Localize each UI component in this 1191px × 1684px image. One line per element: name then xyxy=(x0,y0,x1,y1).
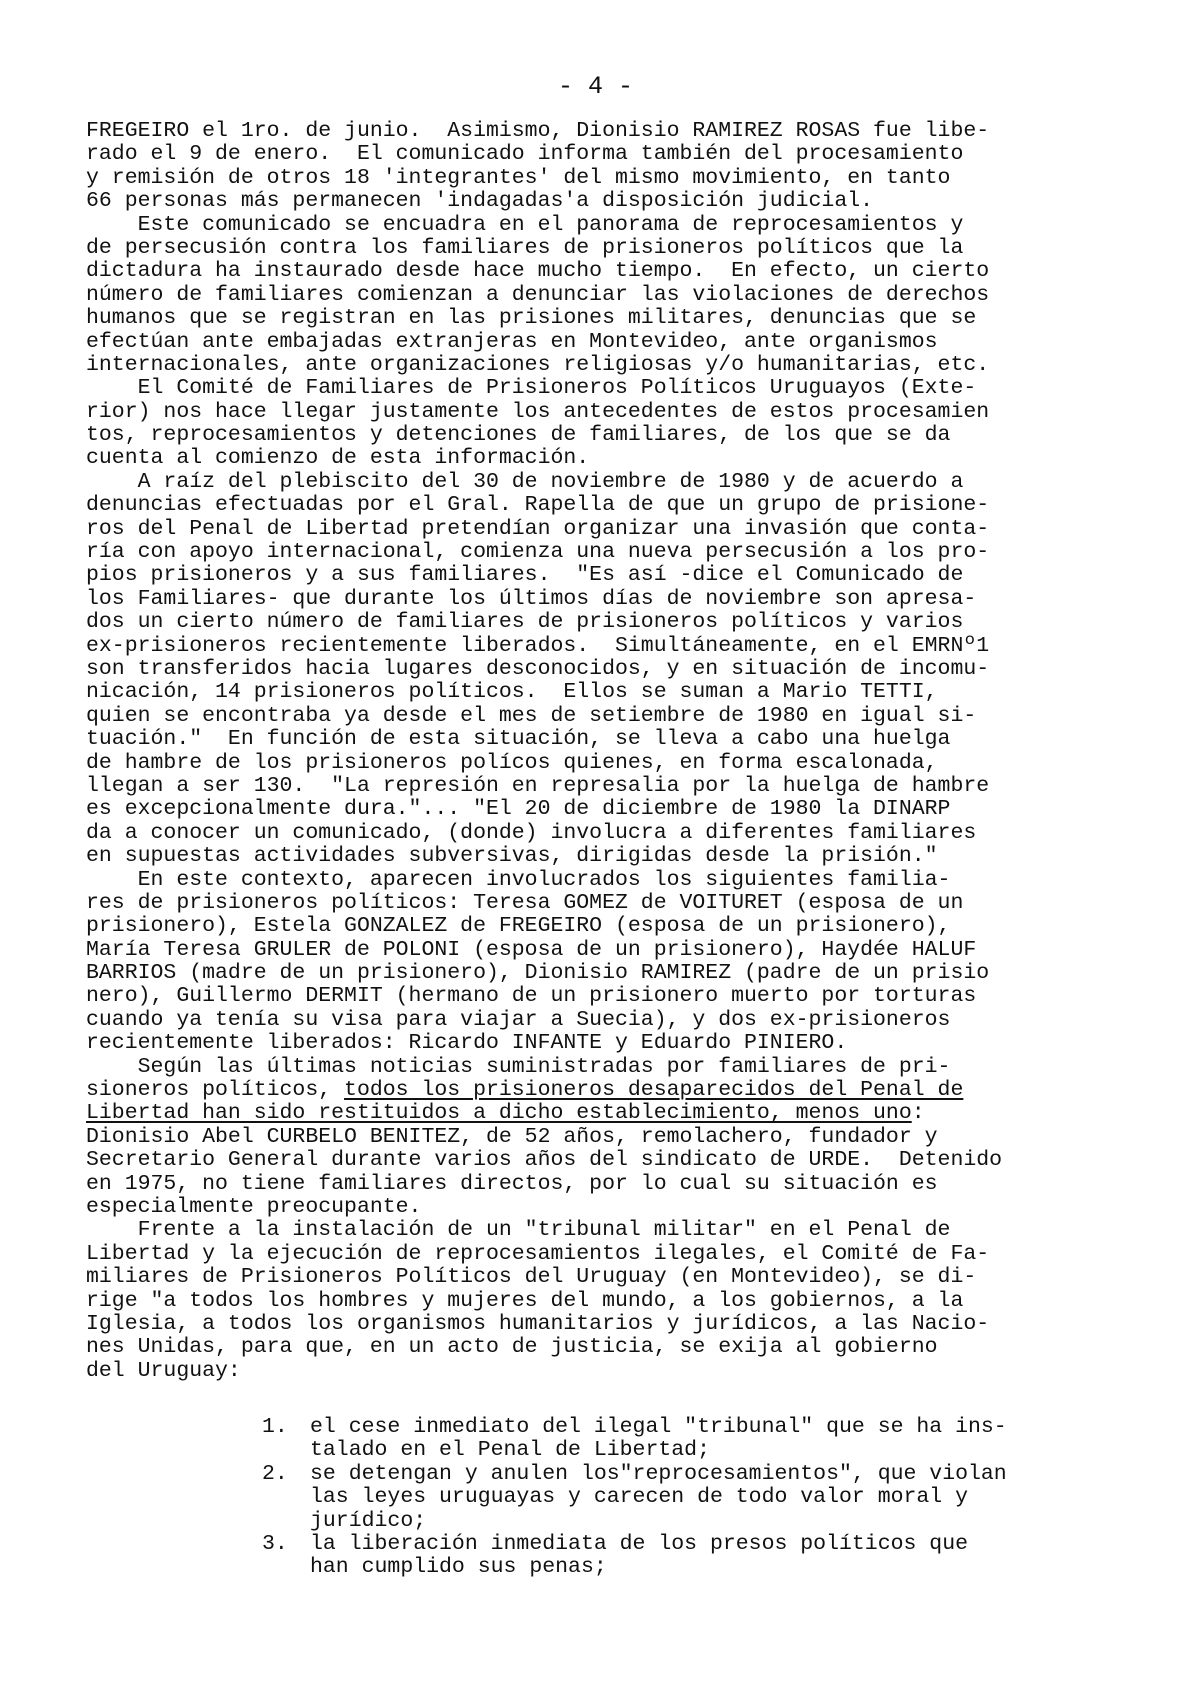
list-text xyxy=(310,1416,1122,1463)
text-line: efectúan ante embajadas extranjeras en Montevideo, ante organismos xyxy=(86,329,938,354)
text-line: nero), Guillermo DERMIT (hermano de un prisionero muerto por torturas xyxy=(86,984,977,1009)
text-line: los Familiares- que durante los últimos días de noviembre son apresa- xyxy=(86,586,977,611)
text-line: da a conocer un comunicado, (donde) involucra a diferentes familiares xyxy=(86,820,977,845)
text-line: BARRIOS (madre de un prisionero), Dionisio RAMIREZ (padre de un prisio xyxy=(86,961,990,986)
list-line: las leyes uruguayas y carecen de todo valor moral y xyxy=(310,1485,969,1510)
text-line: Secretario General durante varios años del sindicato de URDE. Detenido xyxy=(86,1148,1003,1173)
text-line: Frente a la instalación de un "tribunal militar" en el Penal de xyxy=(86,1218,951,1243)
text-line: es excepcionalmente dura."... "El 20 de diciembre de 1980 la DINARP xyxy=(86,797,951,822)
list-number: 2. xyxy=(262,1461,288,1486)
underlined-text: Libertad han sido restituidos a dicho establecimiento, menos uno xyxy=(86,1101,912,1126)
text-line: FREGEIRO el 1ro. de junio. Asimismo, Dionisio RAMIREZ ROSAS fue libe- xyxy=(86,119,990,143)
text-line: Libertad y la ejecución de reprocesamientos ilegales, el Comité de Fa- xyxy=(86,1241,990,1266)
list-line: la liberación inmediata de los presos políticos que xyxy=(310,1531,969,1556)
list-line: talado en el Penal de Libertad; xyxy=(310,1438,710,1463)
text-line: de persecusión contra los familiares de prisioneros políticos que la xyxy=(86,235,964,260)
text-line: cuando ya tenía su visa para viajar a Suecia), y dos ex-prisioneros xyxy=(86,1007,951,1032)
underlined-text: todos los prisioneros desaparecidos del Penal de xyxy=(344,1078,964,1103)
text-line xyxy=(86,1102,1126,1125)
text-line: En este contexto, aparecen involucrados los siguientes familia- xyxy=(86,867,951,892)
list-item xyxy=(262,1416,1122,1463)
text-line: Según las últimas noticias suministradas por familiares de pri- xyxy=(86,1054,951,1079)
text-line: miliares de Prisioneros Políticos del Uruguay (en Montevideo), se di- xyxy=(86,1265,977,1290)
text-line: humanos que se registran en las prisiones militares, denuncias que se xyxy=(86,306,977,331)
list-item xyxy=(262,1533,1122,1580)
body-text xyxy=(86,120,1126,1383)
paragraph-block xyxy=(86,1126,1126,1383)
text-line: en supuestas actividades subversivas, dirigidas desde la prisión." xyxy=(86,844,938,869)
text-span: sioneros políticos, xyxy=(86,1078,345,1103)
text-line: rior) nos hace llegar justamente los antecedentes de estos procesamien xyxy=(86,399,990,424)
text-line xyxy=(86,1079,1126,1102)
text-line: nicación, 14 prisioneros políticos. Ellos se suman a Mario TETTI, xyxy=(86,680,938,705)
text-line: 66 personas más permanecen 'indagadas'a disposición judicial. xyxy=(86,189,874,214)
text-line: ría con apoyo internacional, comienza una nueva persecusión a los pro- xyxy=(86,540,990,565)
text-line: rado el 9 de enero. El comunicado informa también del procesamiento xyxy=(86,142,964,167)
list-number: 1. xyxy=(262,1415,288,1439)
text-line: cuenta al comienzo de esta información. xyxy=(86,446,590,471)
text-line: denuncias efectuadas por el Gral. Rapella de que un grupo de prisione- xyxy=(86,493,990,518)
paragraph-block xyxy=(86,120,1126,1079)
text-line: especialmente preocupante. xyxy=(86,1194,422,1219)
text-line: dos un cierto número de familiares de prisioneros políticos y varios xyxy=(86,610,964,635)
text-line: en 1975, no tiene familiares directos, por lo cual su situación es xyxy=(86,1171,938,1196)
demands-list xyxy=(262,1416,1122,1580)
list-line: el cese inmediato del ilegal "tribunal" que se ha ins- xyxy=(310,1415,1007,1439)
text-line: internacionales, ante organizaciones religiosas y/o humanitarias, etc. xyxy=(86,352,990,377)
list-line: jurídico; xyxy=(310,1508,427,1533)
text-line: Este comunicado se encuadra en el panorama de reprocesamientos y xyxy=(86,212,964,237)
text-line: recientemente liberados: Ricardo INFANTE y Eduardo PINIERO. xyxy=(86,1031,848,1056)
text-line: nes Unidas, para que, en un acto de justicia, se exija al gobierno xyxy=(86,1335,938,1360)
text-line: ex-prisioneros recientemente liberados. Simultáneamente, en el EMRNº1 xyxy=(86,633,990,658)
text-line: tuación." En función de esta situación, se lleva a cabo una huelga xyxy=(86,727,951,752)
text-line: María Teresa GRULER de POLONI (esposa de un prisionero), Haydée HALUF xyxy=(86,937,977,962)
text-line: y remisión de otros 18 'integrantes' del mismo movimiento, en tanto xyxy=(86,165,951,190)
text-line: número de familiares comienzan a denunciar las violaciones de derechos xyxy=(86,282,990,307)
list-line: han cumplido sus penas; xyxy=(310,1555,607,1580)
text-line: de hambre de los prisioneros polícos quienes, en forma escalonada, xyxy=(86,750,938,775)
text-line: dictadura ha instaurado desde hace mucho tiempo. En efecto, un cierto xyxy=(86,259,990,284)
list-text xyxy=(310,1463,1122,1533)
list-line: se detengan y anulen los"reprocesamientos", que violan xyxy=(310,1461,1007,1486)
list-item xyxy=(262,1463,1122,1533)
text-line: tos, reprocesamientos y detenciones de familiares, de los que se da xyxy=(86,423,951,448)
text-line: del Uruguay: xyxy=(86,1358,241,1383)
text-span: : xyxy=(911,1101,925,1126)
list-text xyxy=(310,1533,1122,1580)
page-number: - 4 - xyxy=(557,72,633,101)
list-number: 3. xyxy=(262,1531,288,1556)
text-line: llegan a ser 130. "La represión en represalia por la huelga de hambre xyxy=(86,773,990,798)
text-line: Iglesia, a todos los organismos humanitarios y jurídicos, a las Nacio- xyxy=(86,1311,990,1336)
text-line: prisionero), Estela GONZALEZ de FREGEIRO (esposa de un prisionero), xyxy=(86,914,951,939)
text-line: son transferidos hacia lugares desconocidos, y en situación de incomu- xyxy=(86,656,990,681)
text-line: pios prisioneros y a sus familiares. "Es así -dice el Comunicado de xyxy=(86,563,964,588)
text-line: quien se encontraba ya desde el mes de setiembre de 1980 en igual si- xyxy=(86,703,977,728)
text-line: rige "a todos los hombres y mujeres del mundo, a los gobiernos, a la xyxy=(86,1288,964,1313)
text-line: El Comité de Familiares de Prisioneros Políticos Uruguayos (Exte- xyxy=(86,376,977,401)
text-line: ros del Penal de Libertad pretendían organizar una invasión que conta- xyxy=(86,516,990,541)
text-line: res de prisioneros políticos: Teresa GOMEZ de VOITURET (esposa de un xyxy=(86,890,964,915)
text-line: Dionisio Abel CURBELO BENITEZ, de 52 años, remolachero, fundador y xyxy=(86,1124,938,1149)
text-line: A raíz del plebiscito del 30 de noviembre de 1980 y de acuerdo a xyxy=(86,469,964,494)
